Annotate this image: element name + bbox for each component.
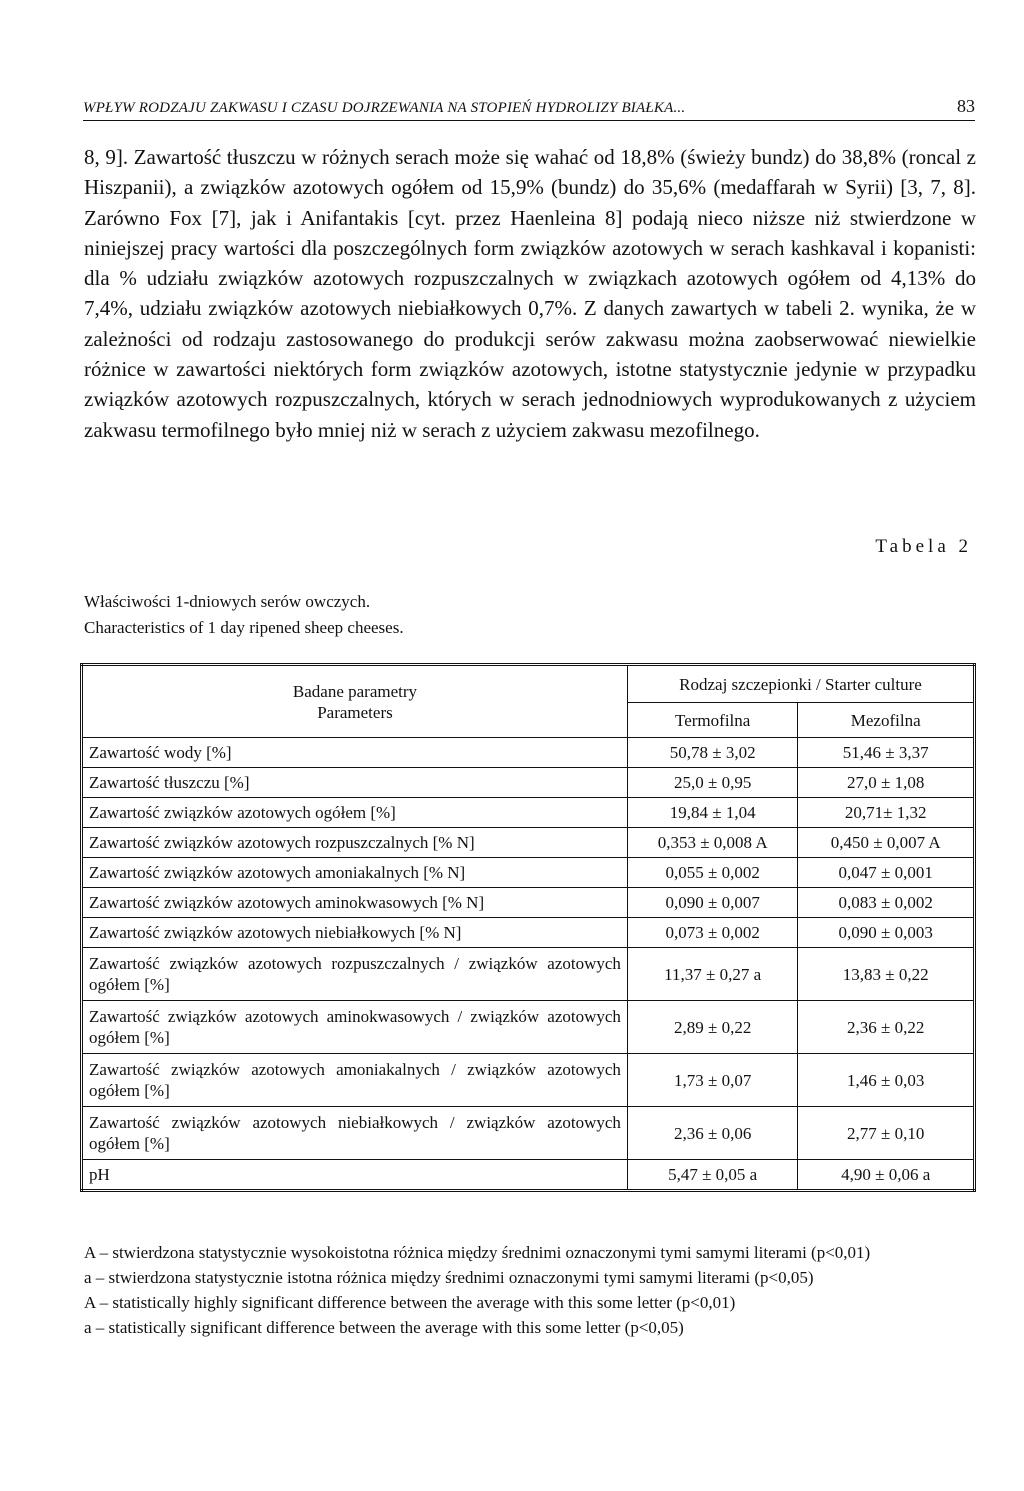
header-parameters [82,665,628,738]
table-row [82,828,975,858]
row-termofilna-value: 5,47 ± 0,05 a [627,1160,797,1191]
row-mezofilna-value: 4,90 ± 0,06 a [798,1160,975,1191]
page-number: 83 [957,96,975,116]
row-parameter: Zawartość związków azotowych ogółem [%] [82,798,628,828]
footnote: A – stwierdzona statystycznie wysokoistotna różnica między średnimi oznaczonymi tymi samymi literami (p<0,01) [84,1243,871,1262]
running-title: WPŁYW RODZAJU ZAKWASU I CZASU DOJRZEWANIA NA STOPIEŃ HYDROLIZY BIAŁKA... [83,100,686,116]
header-param-en: Parameters [317,702,393,722]
row-termofilna-value: 0,090 ± 0,007 [627,888,797,918]
footnote: a – statistically significant difference between the average with this some letter (p<0,05) [84,1318,684,1337]
table-caption-en: Characteristics of 1 day ripened sheep cheeses. [84,618,404,637]
table-row [82,918,975,948]
row-termofilna-value: 0,055 ± 0,002 [627,858,797,888]
header-param-pl: Badane parametry [292,681,418,701]
row-termofilna-value: 2,36 ± 0,06 [627,1107,797,1160]
header-termofilna: Termofilna [627,703,797,738]
row-termofilna-value: 0,073 ± 0,002 [627,918,797,948]
header-mezofilna: Mezofilna [798,703,975,738]
table-caption-pl: Właściwości 1-dniowych serów owczych. [84,592,371,611]
row-mezofilna-value: 0,047 ± 0,001 [798,858,975,888]
running-header [83,96,975,121]
header-starter-culture: Rodzaj szczepionki / Starter culture [627,665,974,703]
row-termofilna-value: 1,73 ± 0,07 [627,1054,797,1107]
row-mezofilna-value: 0,450 ± 0,007 A [798,828,975,858]
row-mezofilna-value: 0,090 ± 0,003 [798,918,975,948]
table-label: Tabela 2 [875,536,972,557]
footnote: A – statistically highly significant difference between the average with this some letter (p<0,01) [84,1293,736,1312]
row-termofilna-value: 0,353 ± 0,008 A [627,828,797,858]
row-mezofilna-value: 20,71± 1,32 [798,798,975,828]
row-termofilna-value: 19,84 ± 1,04 [627,798,797,828]
table-row [82,888,975,918]
table-row [82,1107,975,1160]
row-parameter: Zawartość związków azotowych rozpuszczalnych [% N] [82,828,628,858]
row-parameter: Zawartość związków azotowych amoniakalnych / związków azotowych ogółem [%] [82,1054,628,1107]
table-row [82,948,975,1001]
row-parameter: Zawartość związków azotowych aminokwasowych / związków azotowych ogółem [%] [82,1001,628,1054]
row-mezofilna-value: 2,36 ± 0,22 [798,1001,975,1054]
table-row [82,768,975,798]
table-row [82,738,975,768]
row-mezofilna-value: 51,46 ± 3,37 [798,738,975,768]
footnote: a – stwierdzona statystycznie istotna różnica między średnimi oznaczonymi tymi samymi literami (p<0,05) [84,1268,814,1287]
row-parameter: Zawartość wody [%] [82,738,628,768]
table-row [82,1001,975,1054]
row-termofilna-value: 11,37 ± 0,27 a [627,948,797,1001]
table-row [82,798,975,828]
table-footnotes [84,1240,976,1340]
row-termofilna-value: 50,78 ± 3,02 [627,738,797,768]
row-parameter: Zawartość tłuszczu [%] [82,768,628,798]
row-parameter: Zawartość związków azotowych niebiałkowych / związków azotowych ogółem [%] [82,1107,628,1160]
row-mezofilna-value: 27,0 ± 1,08 [798,768,975,798]
row-parameter: Zawartość związków azotowych niebiałkowych [% N] [82,918,628,948]
table-row [82,858,975,888]
row-parameter: Zawartość związków azotowych amoniakalnych [% N] [82,858,628,888]
row-mezofilna-value: 2,77 ± 0,10 [798,1107,975,1160]
table-row [82,1160,975,1191]
body-paragraph: 8, 9]. Zawartość tłuszczu w różnych serach może się wahać od 18,8% (świeży bundz) do 38,8% (roncal z Hiszpanii), a związków azotowych ogółem od 15,9% (bundz) do 35,6% (medaffarah w Syrii) [3, 7, 8]. Zarówno Fox [7], jak i Anifantakis [cyt. przez Haenleina 8] podają nieco niższe niż stwierdzone w niniejszej pracy wartości dla poszczególnych form związków azotowych w serach kashkaval i kopanisti: dla % udziału związków azotowych rozpuszczalnych w związkach azotowych ogółem od 4,13% do 7,4%, udziału związków azotowych niebiałkowych 0,7%. Z danych zawartych w tabeli 2. wynika, że w zależności od rodzaju zastosowanego do produkcji serów zakwasu można zaobserwować niewielkie różnice w zawartości niektórych form związków azotowych, istotne statystycznie jedynie w przypadku związków azotowych rozpuszczalnych, których w serach jednodniowych wyprodukowanych z użyciem zakwasu termofilnego było mniej niż w serach z użyciem zakwasu mezofilnego. [84,145,976,442]
row-mezofilna-value: 0,083 ± 0,002 [798,888,975,918]
row-termofilna-value: 2,89 ± 0,22 [627,1001,797,1054]
row-mezofilna-value: 13,83 ± 0,22 [798,948,975,1001]
row-parameter: Zawartość związków azotowych rozpuszczalnych / związków azotowych ogółem [%] [82,948,628,1001]
row-parameter: pH [82,1160,628,1191]
results-table [80,663,976,1192]
table-row [82,1054,975,1107]
row-parameter: Zawartość związków azotowych aminokwasowych [% N] [82,888,628,918]
row-mezofilna-value: 1,46 ± 0,03 [798,1054,975,1107]
row-termofilna-value: 25,0 ± 0,95 [627,768,797,798]
